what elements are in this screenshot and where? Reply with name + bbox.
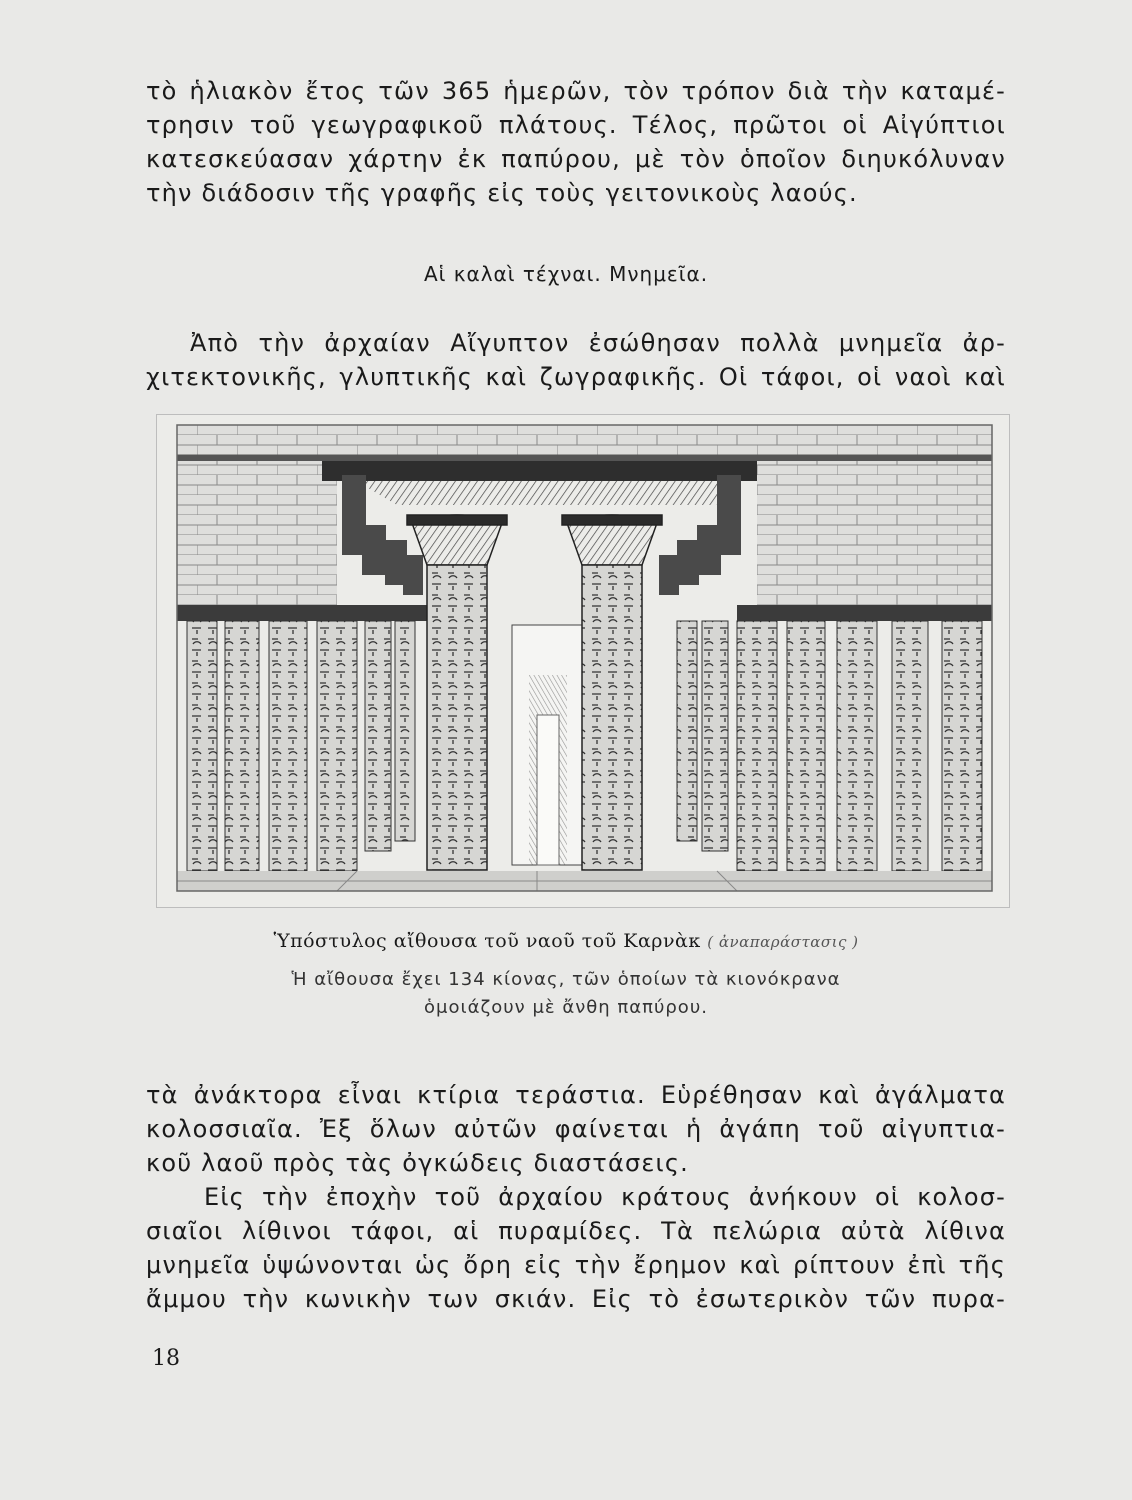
text-line: Εἰς τὴν ἐποχὴν τοῦ ἀρχαίου κράτους ἀνήκουν οἱ κολοσ-: [204, 1183, 1006, 1211]
text-line: κολοσσιαῖα. Ἐξ ὅλων αὐτῶν φαίνεται ἡ ἀγάπη τοῦ αἰγυπτια-: [146, 1115, 1006, 1143]
text-line: τὴν διάδοσιν τῆς γραφῆς εἰς τοὺς γειτονικοὺς λαούς.: [146, 179, 858, 207]
lower-paragraph-2: [146, 1180, 1006, 1316]
text-line: μνημεῖα ὑψώνονται ὡς ὄρη εἰς τὴν ἔρημον καὶ ρίπτουν ἐπὶ τῆς: [146, 1251, 1006, 1279]
text-line: τρησιν τοῦ γεωγραφικοῦ πλάτους. Τέλος, πρῶτοι οἱ Αἰγύπτιοι: [146, 111, 1006, 139]
top-paragraph: [146, 74, 1006, 210]
text-line: χιτεκτονικῆς, γλυπτικῆς καὶ ζωγραφικῆς. Οἱ τάφοι, οἱ ναοὶ καὶ: [146, 363, 1006, 391]
figure-caption-title: [0, 930, 1132, 952]
caption-title-text: Ὑπόστυλος αἴθουσα τοῦ ναοῦ τοῦ Καρνὰκ: [273, 930, 701, 952]
text-line: κοῦ λαοῦ πρὸς τὰς ὀγκώδεις διαστάσεις.: [146, 1149, 689, 1177]
intro-paragraph: [146, 326, 1006, 394]
text-line: ἄμμου τὴν κωνικὴν των σκιάν. Εἰς τὸ ἐσωτερικὸν τῶν πυρα-: [146, 1285, 1006, 1313]
karnak-hypostyle-illustration: [156, 414, 1010, 908]
caption-subtitle: ( ἀναπαράστασις ): [707, 933, 859, 951]
caption-line: Ἡ αἴθουσα ἔχει 134 κίονας, τῶν ὁποίων τὰ κιονόκρανα: [291, 969, 841, 990]
text-line: Ἀπὸ τὴν ἀρχαίαν Αἴγυπτον ἐσώθησαν πολλὰ μνημεῖα ἀρ-: [190, 329, 1006, 357]
text-line: κατεσκεύασαν χάρτην ἐκ παπύρου, μὲ τὸν ὁποῖον διηυκόλυναν: [146, 145, 1006, 173]
text-line: τὸ ἡλιακὸν ἔτος τῶν 365 ἡμερῶν, τὸν τρόπον διὰ τὴν καταμέ-: [146, 77, 1006, 105]
figure-caption-description: [0, 966, 1132, 1022]
page-number: 18: [152, 1346, 180, 1371]
caption-line: ὁμοιάζουν μὲ ἄνθη παπύρου.: [424, 997, 708, 1018]
section-heading: Αἱ καλαὶ τέχναι. Μνημεῖα.: [423, 262, 709, 286]
text-line: σιαῖοι λίθινοι τάφοι, αἱ πυραμίδες. Τὰ πελώρια αὐτὰ λίθινα: [146, 1217, 1006, 1245]
text-line: τὰ ἀνάκτορα εἶναι κτίρια τεράστια. Εὑρέθησαν καὶ ἀγάλματα: [146, 1081, 1006, 1109]
lower-paragraph-1: [146, 1078, 1006, 1180]
